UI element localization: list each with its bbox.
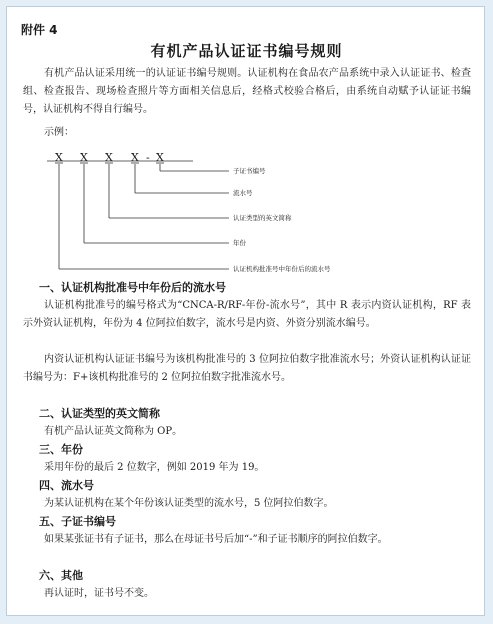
section-6-paragraph: 再认证时，证书号不变。 [44, 588, 154, 599]
annotation-agency-serial: 认证机构批准号中年份后的流水号 [233, 265, 331, 273]
attachment-label: 附件 4 [21, 23, 58, 37]
section-4-paragraph: 为某认证机构在某个年份该认证类型的流水号，5 位阿拉伯数字。 [44, 498, 334, 509]
section-1-paragraph-2: 内资认证机构认证证书编号为该机构批准号的 3 位阿拉伯数字批准流水号；外资认证机构认证证书编号为：F+该机构批准号的 2 位阿拉伯数字批准流水号。 [23, 354, 471, 383]
section-5-paragraph: 如果某张证书有子证书，那么在母证书号后加“-”和子证书顺序的阿拉伯数字。 [44, 534, 388, 545]
document-page [6, 6, 485, 616]
annotation-year: 年份 [233, 239, 246, 247]
section-3-heading: 三、年份 [39, 443, 83, 456]
code-char-2: X [80, 151, 88, 164]
section-2-paragraph: 有机产品认证英文简称为 OP。 [44, 426, 183, 437]
section-2-heading: 二、认证类型的英文简称 [39, 407, 160, 420]
section-6-heading: 六、其他 [39, 569, 83, 582]
annotation-type: 认证类型的英文简称 [233, 214, 292, 222]
section-3-paragraph: 采用年份的最后 2 位数字，例如 2019 年为 19。 [44, 462, 265, 473]
intro-paragraph: 有机产品认证采用统一的认证证书编号规则。认证机构在食品农产品系统中录入认证证书、检查组、检查报告、现场检查照片等方面相关信息后，经格式校验合格后，由系统自动赋予认证证书编号，认证机构不得自行编号。 [23, 68, 471, 115]
code-char-5: X [156, 151, 164, 164]
code-char-1: X [55, 151, 63, 164]
annotation-serial: 流水号 [233, 189, 253, 197]
section-5-heading: 五、子证书编号 [39, 515, 116, 528]
code-dash: - [146, 151, 150, 164]
section-1-heading: 一、认证机构批准号中年份后的流水号 [39, 281, 226, 294]
annotation-sub-cert: 子证书编号 [233, 167, 266, 175]
section-4-heading: 四、流水号 [39, 479, 94, 492]
code-char-3: X [105, 151, 113, 164]
section-1-paragraph-1: 认证机构批准号的编号格式为“CNCA-R/RF-年份-流水号”，其中 R 表示内资认证机构，RF 表示外资认证机构，年份为 4 位阿拉伯数字，流水号是内资、外资分别流水编号。 [23, 300, 471, 329]
document-title: 有机产品认证证书编号规则 [150, 42, 343, 60]
code-char-4: X [131, 151, 139, 164]
example-label: 示例： [44, 127, 74, 138]
